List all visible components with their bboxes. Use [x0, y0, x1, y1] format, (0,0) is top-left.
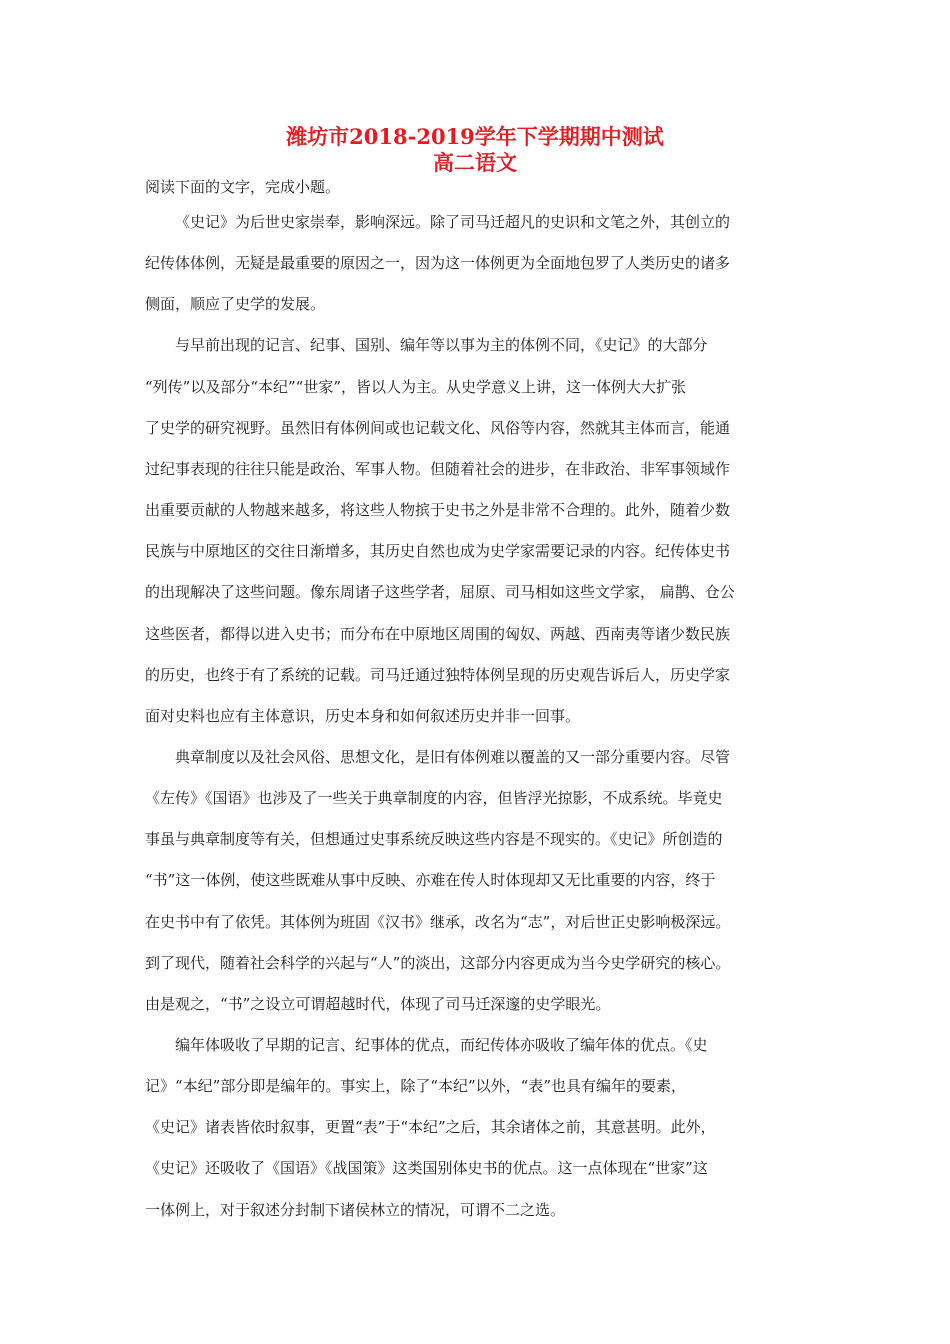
text-line: 纪传体体例，无疑是最重要的原因之一，因为这一体例更为全面地包罗了人类历史的诸多	[145, 254, 731, 273]
text-line: 过纪事表现的往往只能是政治、军事人物。但随着社会的进步，在非政治、非军事领域作	[145, 459, 731, 478]
document-title: 潍坊市2018-2019学年下学期期中测试	[286, 124, 664, 149]
text-line: 侧面，顺应了史学的发展。	[145, 295, 326, 314]
text-line: 《左传》《国语》也涉及了一些关于典章制度的内容，但皆浮光掠影，不成系统。毕竟史	[145, 789, 723, 808]
document-subtitle: 高二语文	[433, 150, 517, 175]
text-line: 这些医者，都得以进入史书；而分布在中原地区周围的匈奴、两越、西南夷等诸少数民族	[145, 624, 731, 643]
instruction-text: 阅读下面的文字，完成小题。	[145, 178, 341, 196]
text-line: 编年体吸收了早期的记言、纪事体的优点，而纪传体亦吸收了编年体的优点。《史	[175, 1036, 708, 1054]
text-line: 典章制度以及社会风俗、思想文化，是旧有体例难以覆盖的又一部分重要内容。尽管	[175, 747, 731, 766]
text-line: 《史记》还吸收了《国语》《战国策》这类国别体史书的优点。这一点体现在“世家”这	[145, 1159, 708, 1178]
text-line: 由是观之，“书”之设立可谓超越时代，体现了司马迁深邃的史学眼光。	[145, 994, 611, 1013]
text-line: 事虽与典章制度等有关，但想通过史事系统反映这些内容是不现实的。《史记》所创造的	[145, 830, 723, 849]
text-line: 《史记》为后世史家崇奉，影响深远。除了司马迁超凡的史识和文笔之外，其创立的	[175, 213, 731, 231]
text-line: 的历史，也终于有了系统的记载。司马迁通过独特体例呈现的历史观告诉后人，历史学家	[145, 665, 731, 684]
text-line: “书”这一体例，使这些既难从事中反映、亦难在传人时体现却又无比重要的内容，终于	[145, 871, 716, 890]
text-line: 记》“本纪”部分即是编年的。事实上，除了“本纪”以外，“表”也具有编年的要素，	[145, 1077, 687, 1096]
text-line: 的出现解决了这些问题。像东周诸子这些学者，屈原、司马相如这些文学家， 扁鹊、仓公	[145, 583, 735, 602]
text-line: “列传”以及部分“本纪”“世家”，皆以人为主。从史学意义上讲，这一体例大大扩张	[145, 377, 687, 396]
text-line: 在史书中有了依凭。其体例为班固《汉书》继承，改名为“志”，对后世正史影响极深远。	[145, 912, 731, 931]
text-line: 一体例上，对于叙述分封制下诸侯林立的情况，可谓不二之选。	[145, 1200, 566, 1219]
text-line: 出重要贡献的人物越来越多，将这些人物摈于史书之外是非常不合理的。此外，随着少数	[145, 501, 731, 520]
text-line: 《史记》诸表皆依时叙事，更置“表”于“本纪”之后，其余诸体之前，其意甚明。此外，	[145, 1118, 716, 1137]
text-line: 面对史料也应有主体意识，历史本身和如何叙述历史并非一回事。	[145, 706, 581, 725]
text-line: 到了现代，随着社会科学的兴起与“人”的淡出，这部分内容更成为当今史学研究的核心。	[145, 953, 731, 972]
text-line: 了史学的研究视野。虽然旧有体例间或也记载文化、风俗等内容，然就其主体而言，能通	[145, 418, 731, 437]
text-line: 民族与中原地区的交往日渐增多，其历史自然也成为史学家需要记录的内容。纪传体史书	[145, 542, 731, 561]
text-line: 与早前出现的记言、纪事、国别、编年等以事为主的体例不同，《史记》的大部分	[175, 336, 708, 355]
